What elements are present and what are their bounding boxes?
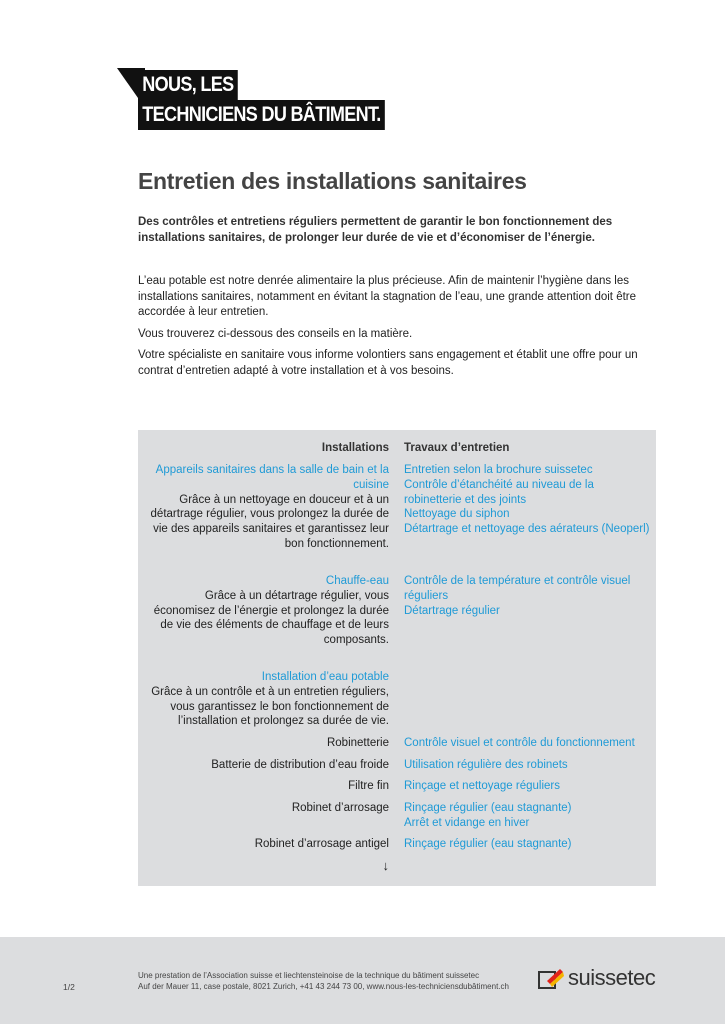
section-title: Installation d’eau potable xyxy=(261,671,389,683)
work-item: Contrôle d’étanchéité au niveau de la robinetterie et des joints xyxy=(404,478,594,506)
footer xyxy=(0,937,725,1024)
work-item: Contrôle de la température et contrôle visuel réguliers xyxy=(404,575,631,602)
works-bathroom xyxy=(404,463,654,537)
works-water-heater xyxy=(404,574,654,618)
arrow-down-icon: ↓ xyxy=(382,858,389,873)
table-row-work: Rinçage régulier (eau stagnante) xyxy=(404,838,572,850)
body-text xyxy=(138,274,658,385)
table-row-work: Contrôle visuel et contrôle du fonctionnement xyxy=(404,737,635,749)
footer-text xyxy=(138,970,509,992)
logo-line-2: TECHNICIENS DU BÂTIMENT. xyxy=(138,100,385,130)
work-item: Détartrage et nettoyage des aérateurs (Neoperl) xyxy=(404,523,650,536)
column-header-works: Travaux d’entretien xyxy=(404,442,510,454)
logo-line-1: NOUS, LES xyxy=(138,70,238,100)
column-header-installations: Installations xyxy=(321,442,389,454)
paragraph: L’eau potable est notre denrée alimentaire la plus précieuse. Afin de maintenir l’hygiène dans les installations sanitaires, notamment en évitant la stagnation de l’eau, une grande attention doit être accordée à leur entretien. xyxy=(138,275,637,318)
table-row-name: Robinet d’arrosage xyxy=(291,802,389,814)
section-description: Grâce à un nettoyage en douceur et à un détartrage régulier, vous prolongez la durée de vie des appareils sanitaires et garantissez leur bon fonctionnement. xyxy=(150,493,389,550)
work-item: Entretien selon la brochure suissetec xyxy=(404,464,593,476)
table-row-name: Robinet d’arrosage antigel xyxy=(254,838,389,850)
work-item: Nettoyage du siphon xyxy=(404,508,510,521)
section-description: Grâce à un détartrage régulier, vous économisez de l’énergie et prolongez la durée de vie des éléments de chauffage et de leurs composants. xyxy=(153,589,389,647)
intro-text: Des contrôles et entretiens réguliers permettent de garantir le bon fonctionnement des installations sanitaires, de prolonger leur durée de vie et d’économiser de l’énergie. xyxy=(138,216,613,244)
page-title: Entretien des installations sanitaires xyxy=(138,168,527,194)
maintenance-table xyxy=(138,430,656,886)
section-drinking-water xyxy=(141,670,389,729)
paragraph: Votre spécialiste en sanitaire vous informe volontiers sans engagement et établit une offre pour un contrat d’entretien adapté à votre installation et à vos besoins. xyxy=(138,349,638,377)
section-water-heater xyxy=(141,574,389,648)
table-row-name: Batterie de distribution d’eau froide xyxy=(211,759,389,771)
table-row-name: Robinetterie xyxy=(326,737,389,749)
table-row-work xyxy=(404,801,654,831)
work-item: Rinçage régulier (eau stagnante) xyxy=(404,802,572,814)
section-bathroom xyxy=(141,463,389,552)
work-item: Détartrage régulier xyxy=(404,604,500,617)
paragraph: Vous trouverez ci-dessous des conseils en la matière. xyxy=(138,327,413,340)
suissetec-mark-icon xyxy=(538,968,564,990)
section-description: Grâce à un contrôle et à un entretien réguliers, vous garantissez le bon fonctionnement de l’installation et prolongez sa durée de vie. xyxy=(151,685,389,728)
table-row-work: Utilisation régulière des robinets xyxy=(404,759,568,771)
section-title: Appareils sanitaires dans la salle de bain et la cuisine xyxy=(155,464,389,491)
footer-line: Auf der Mauer 11, case postale, 8021 Zurich, +41 43 244 73 00, www.nous-les-techniciensdubâtiment.ch xyxy=(138,982,509,991)
work-item: Arrêt et vidange en hiver xyxy=(404,816,530,829)
brand-wordmark: suissetec xyxy=(568,965,656,990)
table-row-name: Filtre fin xyxy=(348,780,389,792)
section-title: Chauffe-eau xyxy=(325,575,389,587)
logo xyxy=(117,68,387,132)
footer-line: Une prestation de l’Association suisse et liechtensteinoise de la technique du bâtiment suissetec xyxy=(138,971,480,980)
table-row-work: Rinçage et nettoyage réguliers xyxy=(404,780,560,792)
page-number: 1/2 xyxy=(63,982,75,992)
